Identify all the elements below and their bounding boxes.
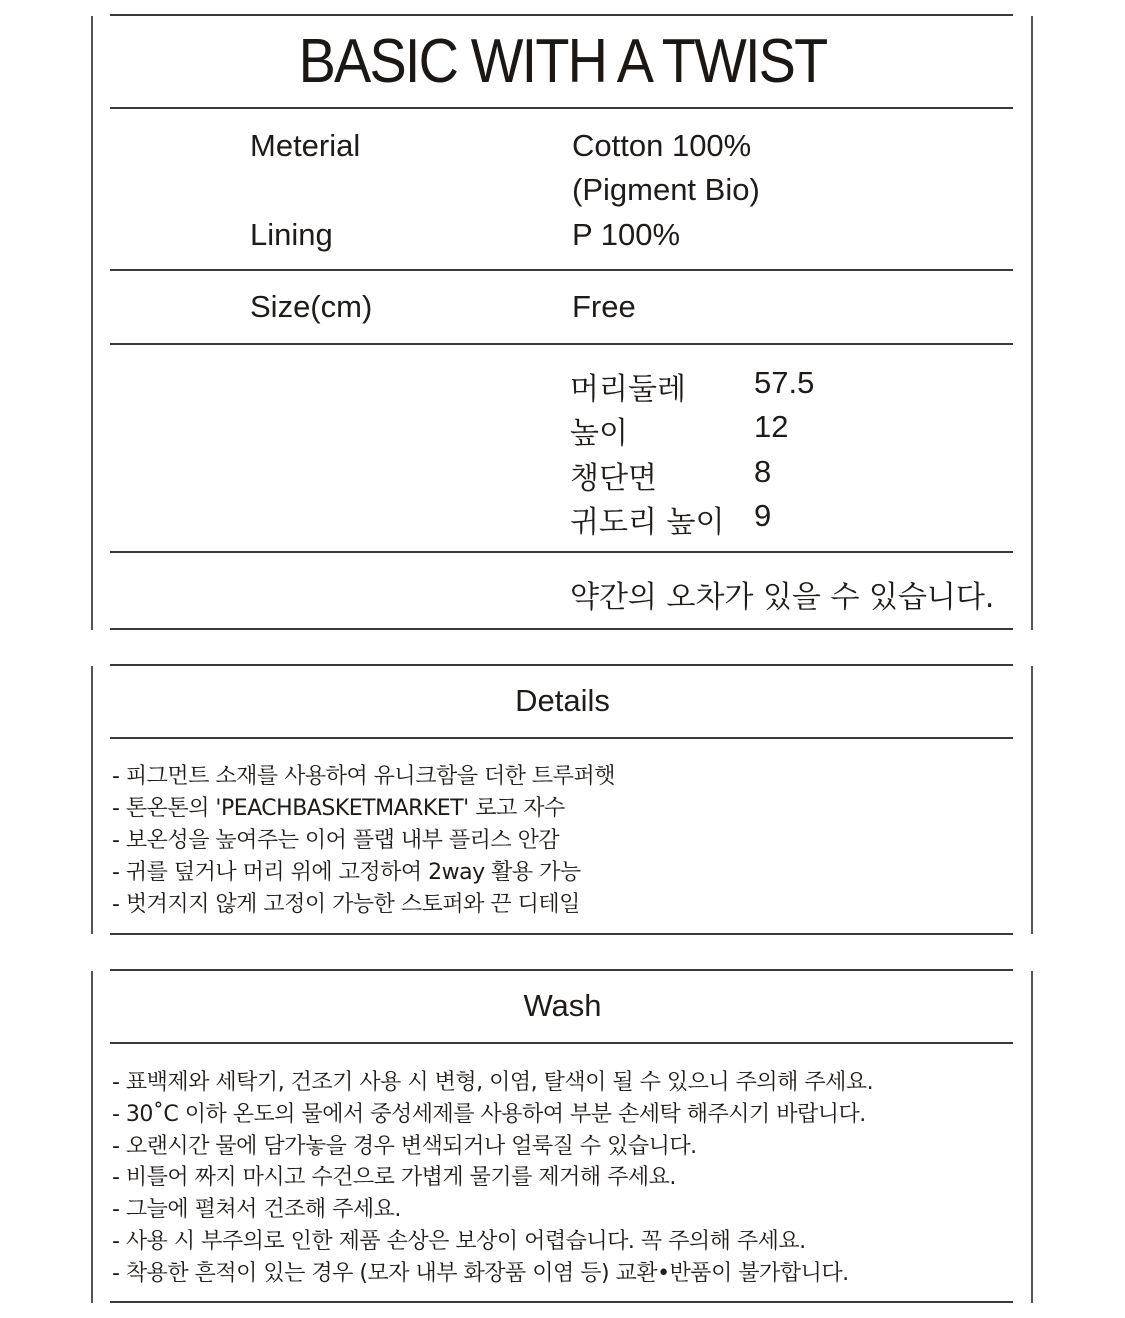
wash-item: - 착용한 흔적이 있는 경우 (모자 내부 화장품 이염 등) 교환•반품이 불가합니다. xyxy=(112,1261,849,1286)
divider xyxy=(110,551,1013,553)
tolerance-note: 약간의 오차가 있을 수 있습니다. xyxy=(570,580,995,615)
divider xyxy=(110,14,1013,16)
measurement-name: 귀도리 높이 xyxy=(570,505,725,540)
spec-card-right-border xyxy=(1031,16,1033,630)
wash-item: - 사용 시 부주의로 인한 제품 손상은 보상이 어렵습니다. 꼭 주의해 주세요. xyxy=(112,1229,806,1254)
wash-item: - 비틀어 짜지 마시고 수건으로 가볍게 물기를 제거해 주세요. xyxy=(112,1165,676,1190)
wash-item: - 그늘에 펼쳐서 건조해 주세요. xyxy=(112,1197,401,1222)
details-item: - 보온성을 높여주는 이어 플랩 내부 플리스 안감 xyxy=(112,828,560,853)
details-item: - 톤온톤의 'PEACHBASKETMARKET' 로고 자수 xyxy=(112,796,565,821)
divider xyxy=(110,1042,1013,1044)
divider xyxy=(110,1301,1013,1303)
lining-value: P 100% xyxy=(572,217,681,252)
divider xyxy=(110,969,1013,971)
measurement-name: 챙단면 xyxy=(570,461,657,496)
divider xyxy=(110,737,1013,739)
page-title: BASIC WITH A TWIST xyxy=(298,27,827,96)
details-heading: Details xyxy=(515,683,610,718)
measurement-name: 머리둘레 xyxy=(570,372,686,407)
divider xyxy=(110,664,1013,666)
measurement-value: 57.5 xyxy=(754,365,815,400)
spec-card-left-border xyxy=(91,16,93,630)
size-value: Free xyxy=(572,289,636,324)
divider xyxy=(110,107,1013,109)
details-item: - 벗겨지지 않게 고정이 가능한 스토퍼와 끈 디테일 xyxy=(112,892,580,917)
divider xyxy=(110,933,1013,935)
material-value: Cotton 100% xyxy=(572,128,752,163)
divider xyxy=(110,269,1013,271)
wash-heading: Wash xyxy=(523,988,602,1023)
measurement-name: 높이 xyxy=(570,416,628,451)
details-item: - 피그먼트 소재를 사용하여 유니크함을 더한 트루퍼햇 xyxy=(112,764,615,789)
measurement-value: 12 xyxy=(754,409,789,444)
lining-label: Lining xyxy=(250,217,333,252)
wash-item: - 표백제와 세탁기, 건조기 사용 시 변형, 이염, 탈색이 될 수 있으니 주의해 주세요. xyxy=(112,1070,874,1095)
material-label: Meterial xyxy=(250,128,361,163)
divider xyxy=(110,628,1013,630)
details-item: - 귀를 덮거나 머리 위에 고정하여 2way 활용 가능 xyxy=(112,860,581,885)
measurement-value: 9 xyxy=(754,498,772,533)
wash-item: - 오랜시간 물에 담가놓을 경우 변색되거나 얼룩질 수 있습니다. xyxy=(112,1134,697,1159)
material-value-detail: (Pigment Bio) xyxy=(572,172,760,207)
size-label: Size(cm) xyxy=(250,289,373,324)
wash-item: - 30˚C 이하 온도의 물에서 중성세제를 사용하여 부분 손세탁 해주시기 바랍니다. xyxy=(112,1102,866,1127)
divider xyxy=(110,343,1013,345)
measurement-value: 8 xyxy=(754,454,772,489)
